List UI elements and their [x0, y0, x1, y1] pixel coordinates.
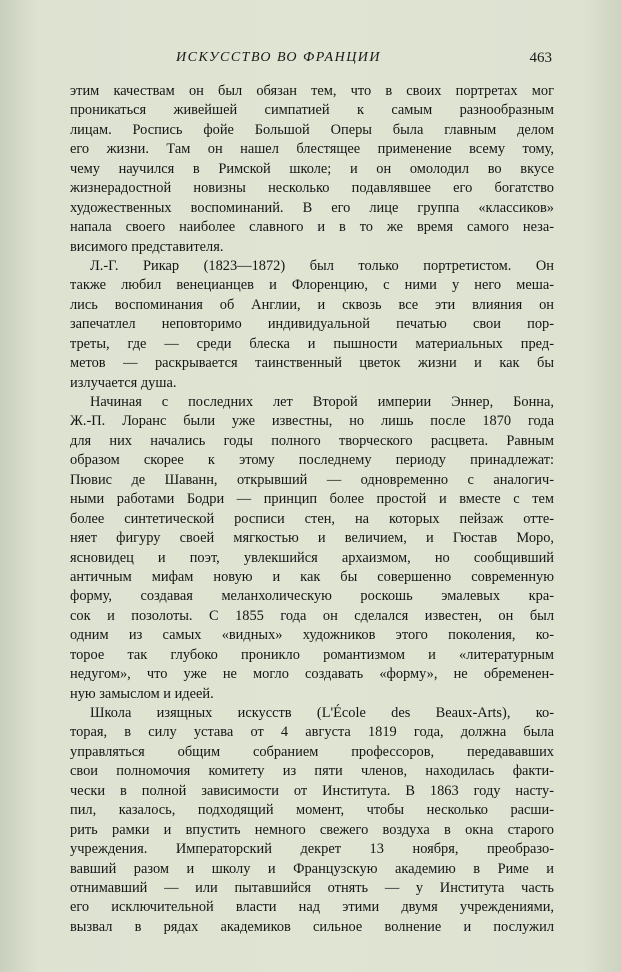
text-line: вавший разом и школу и Французскую академию в Риме и: [70, 860, 554, 877]
body-text: [70, 82, 554, 937]
running-title: ИСКУССТВО ВО ФРАНЦИИ: [176, 50, 382, 65]
text-line: пил, казалось, подходящий момент, чтобы несколько расши-: [70, 802, 554, 819]
text-line: жизнерадостной новизны несколько подавлявшее его богатство: [70, 180, 554, 197]
text-line: напала своего наиболее славного и в то же время самого неза-: [70, 219, 554, 236]
text-line: также любил венецианцев и Флоренцию, с ними у него меша-: [70, 277, 554, 294]
text-line: метов — раскрывается таинственный цветок жизни и как бы: [70, 355, 554, 372]
text-line: ными работами Бодри — принцип более простой и вместе с тем: [70, 491, 554, 508]
text-line: вызвал в рядах академиков сильное волнение и послужил: [70, 918, 554, 935]
text-line: образом скорее к этому последнему периоду принадлежат:: [70, 452, 554, 469]
text-line: няет фигуру своей мягкостью и величием, и Гюстав Моро,: [70, 530, 554, 547]
text-line: рить рамки и впустить немного свежего воздуха в окна старого: [70, 821, 554, 838]
text-line: Школа изящных искусств (L'École des Beaux-Arts), ко-: [90, 705, 554, 721]
text-line: сок и позолоты. С 1855 года он сделался известен, он был: [70, 607, 554, 624]
text-line: для них начались годы полного творческого расцвета. Равным: [70, 432, 554, 449]
text-line: более синтетической росписи стен, на которых пейзаж отте-: [70, 510, 554, 527]
text-line: проникаться живейшей симпатией к самым разнообразным: [70, 102, 554, 119]
text-line: одним из самых «видных» художников этого поколения, ко-: [70, 627, 554, 644]
text-line: лись воспоминания об Англии, и сквозь все эти влияния он: [70, 296, 554, 313]
text-line: Л.-Г. Рикар (1823—1872) был только портретистом. Он: [90, 257, 554, 274]
text-line: торое так глубоко проникло романтизмом и «литературным: [70, 646, 554, 663]
text-line: Начиная с последних лет Второй империи Эннер, Бонна,: [90, 394, 554, 410]
text-line: треты, где — среди блеска и пышности материальных пред-: [70, 335, 554, 352]
text-line: чему научился в Римской школе; и он омолодил во вкусе: [70, 160, 554, 177]
text-line: торая, в силу устава от 4 августа 1819 года, должна была: [70, 724, 554, 741]
text-line: ясновидец и поэт, увлекшийся архаизмом, но сообщивший: [70, 549, 554, 566]
page-header: [84, 50, 552, 72]
page-number: 463: [529, 50, 552, 66]
text-line: этим качествам он был обязан тем, что в своих портретах мог: [70, 83, 554, 99]
text-line: его исключительной власти над этими двумя учреждениями,: [70, 899, 554, 916]
text-line: чески в полной зависимости от Института. В 1863 году насту-: [70, 782, 554, 799]
text-line: Ж.-П. Лоранс были уже известны, но лишь после 1870 года: [70, 413, 554, 430]
text-line: ную замыслом и идеей.: [70, 685, 214, 702]
text-line: Пювис де Шаванн, открывший — одновременно с аналогич-: [70, 471, 554, 488]
text-line: излучается душа.: [70, 374, 177, 391]
text-line: античным мифам новую и как бы совершенно современную: [70, 568, 554, 585]
text-line: висимого представителя.: [70, 238, 224, 255]
text-line: его жизни. Там он нашел блестящее применение всему тому,: [70, 141, 554, 158]
text-line: недугом», что уже не могло создавать «форму», не обременен-: [70, 666, 554, 683]
text-line: запечатлел неповторимо индивидуальной печатью свои пор-: [70, 316, 554, 333]
text-line: лицам. Роспись фойе Большой Оперы была главным делом: [70, 121, 554, 138]
text-line: свои полномочия комитету из пяти членов, находилась факти-: [70, 763, 554, 780]
text-line: управляться общим собранием профессоров, передававших: [70, 743, 554, 760]
text-line: отнимавший — или пытавшийся отнять — у Института часть: [70, 879, 554, 896]
text-line: учреждения. Императорский декрет 13 ноября, преобразо-: [70, 841, 554, 858]
text-line: художественных воспоминаний. В его лице группа «классиков»: [70, 199, 554, 216]
text-line: форму, создавая меланхолическую роскошь эмалевых кра-: [70, 588, 554, 605]
